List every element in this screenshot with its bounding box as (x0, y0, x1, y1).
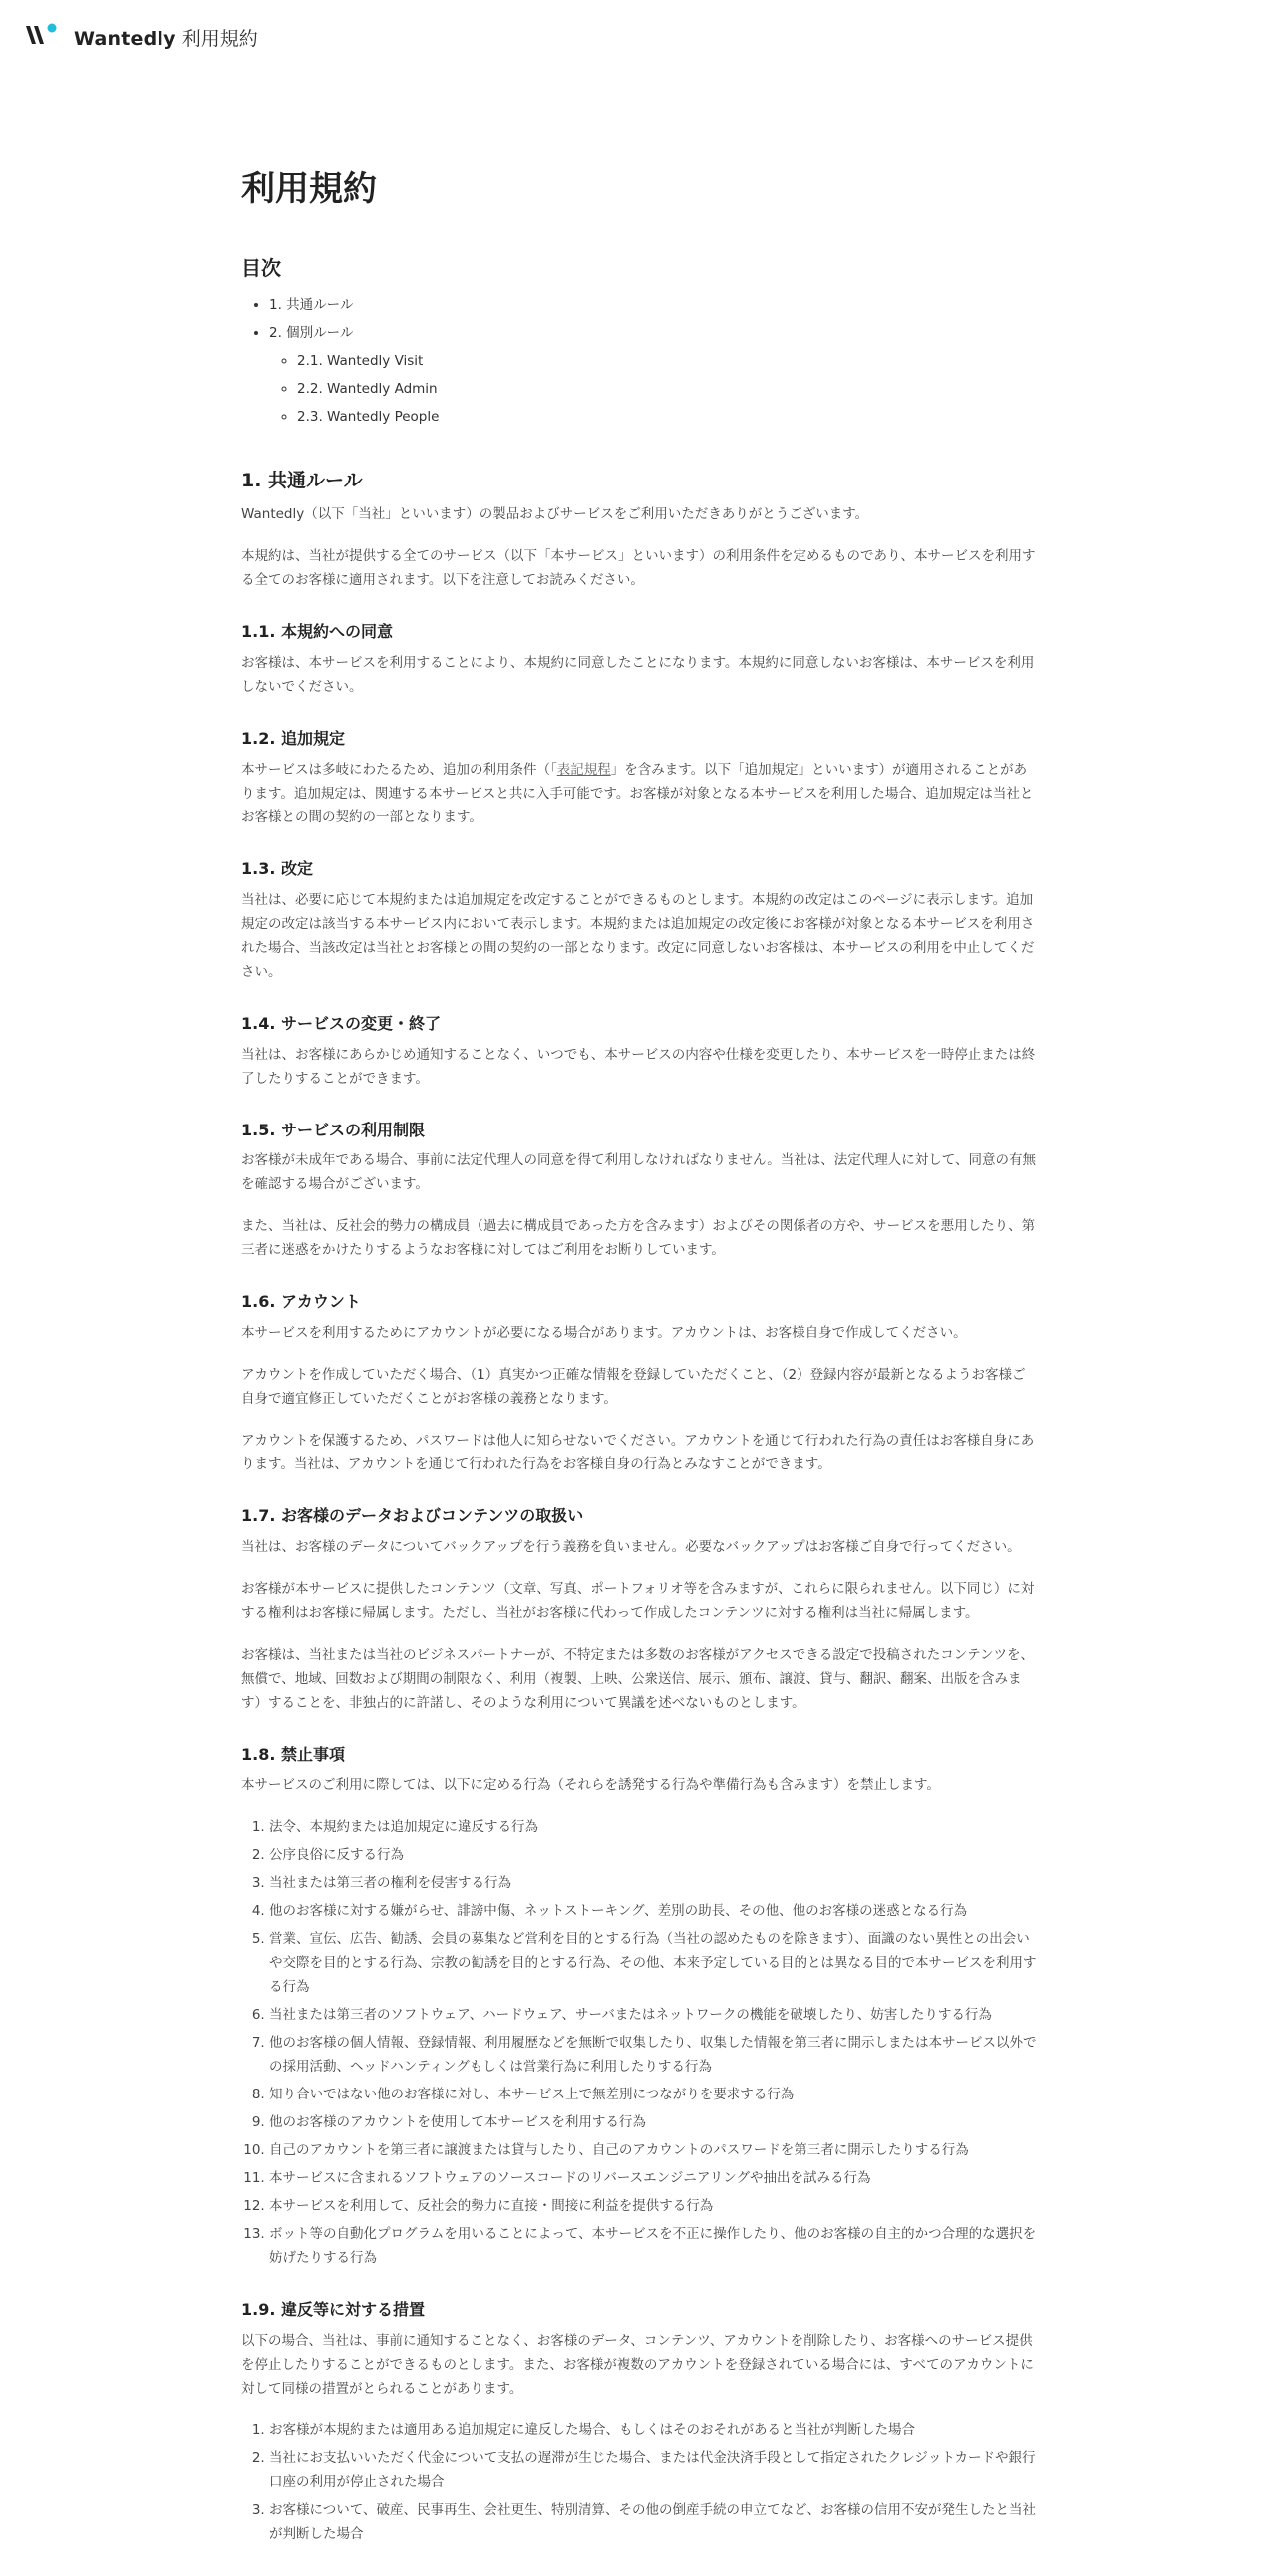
paragraph-text: 本サービスは多岐にわたるため、追加の利用条件（「 (241, 762, 557, 779)
subsection-title: 1.2. 追加規定 (241, 729, 345, 749)
list-item: 3. お客様について、破産、民事再生、会社更生、特別清算、その他の倒産手続の申立てなど、お客様の信用不安が発生したと当社が判断した場合 (269, 2498, 1039, 2546)
toc-subitem[interactable] (297, 403, 1039, 431)
paragraph: 本サービスを利用するためにアカウントが必要になる場合があります。アカウントは、お客様自身で作成してください。 (241, 1325, 967, 1342)
list-item: 8. 知り合いではない他のお客様に対し、本サービス上で無差別につながりを要求する行為 (269, 2083, 1039, 2106)
section-service-change (241, 1014, 1039, 1091)
toc-sublist (269, 347, 1039, 431)
paragraph: 当社は、お客様にあらかじめ通知することなく、いつでも、本サービスの内容や仕様を変更したり、本サービスを一時停止または終了したりすることができます。 (241, 1046, 1036, 1087)
toc-title: 目次 (241, 255, 281, 280)
section-violation-measures (241, 2300, 1039, 2546)
toc-link[interactable]: 2.2. Wantedly Admin (297, 380, 438, 397)
paragraph: アカウントを保護するため、パスワードは他人に知らせないでください。アカウントを通じて行われた行為の責任はお客様自身にあります。当社は、アカウントを通じて行われた行為をお客様自身の行為とみなすことができます。 (241, 1433, 1035, 1473)
subsection-title: 1.3. 改定 (241, 859, 313, 879)
section-customer-data (241, 1506, 1039, 1715)
paragraph: お客様は、当社または当社のビジネスパートナーが、不特定または多数のお客様がアクセスできる設定で投稿されたコンテンツを、無償で、地域、回数および期間の制限なく、利用（複製、上映、公衆送信、展示、頒布、譲渡、貸与、翻訳、翻案、出版を含みます）することを、非独占的に許諾し、そのような利用について異議を述べないものとします。 (241, 1647, 1035, 1712)
subsection-title: 1.7. お客様のデータおよびコンテンツの取扱い (241, 1506, 584, 1526)
brand-name: Wantedly (74, 28, 176, 50)
subsection-title: 1.8. 禁止事項 (241, 1745, 345, 1765)
subsection-title: 1.1. 本規約への同意 (241, 622, 393, 642)
toc-link[interactable]: 2.3. Wantedly People (297, 408, 440, 425)
prohibited-list (241, 1815, 1039, 2270)
section-common-rules (241, 469, 1039, 593)
section-title: 1. 共通ルール (241, 469, 363, 491)
paragraph: アカウントを作成していただく場合、（1）真実かつ正確な情報を登録していただくこと、（2）登録内容が最新となるようお客様ご自身で適宜修正していただくことがお客様の義務となります。 (241, 1367, 1026, 1408)
section-prohibited (241, 1745, 1039, 2270)
terms-content (241, 148, 1039, 2576)
section-usage-restriction (241, 1121, 1039, 1263)
list-item: 7. 他のお客様の個人情報、登録情報、利用履歴などを無断で収集したり、収集した情報を第三者に開示しまたは本サービス以外での採用活動、ヘッドハンティングもしくは営業行為に利用したりする行為 (269, 2031, 1039, 2079)
list-item: 6. 当社または第三者のソフトウェア、ハードウェア、サーバまたはネットワークの機能を破壊したり、妨害したりする行為 (269, 2003, 1039, 2027)
paragraph: また、当社は、反社会的勢力の構成員（過去に構成員であった方を含みます）およびその関係者の方や、サービスを悪用したり、第三者に迷惑をかけたりするようなお客様に対してはご利用をお断りしています。 (241, 1218, 1036, 1259)
toc-subitem[interactable] (297, 375, 1039, 403)
subsection-title: 1.6. アカウント (241, 1292, 361, 1312)
toc-subitem[interactable] (297, 347, 1039, 375)
brand[interactable] (74, 24, 258, 51)
table-of-contents (241, 252, 1039, 431)
section-account (241, 1292, 1039, 1476)
notation-rules-link[interactable]: 表記規程 (556, 762, 611, 779)
paragraph: 本サービスのご利用に際しては、以下に定める行為（それらを誘発する行為や準備行為も含みます）を禁止します。 (241, 1776, 940, 1793)
toc-item[interactable] (269, 319, 1039, 431)
list-item: 1. 法令、本規約または追加規定に違反する行為 (269, 1815, 1039, 1839)
page-title: 利用規約 (241, 169, 377, 209)
toc-link[interactable]: 2. 個別ルール (269, 324, 354, 341)
paragraph: お客様が本サービスに提供したコンテンツ（文章、写真、ポートフォリオ等を含みますが、これらに限られません。以下同じ）に対する権利はお客様に帰属します。ただし、当社がお客様に代わって作成したコンテンツに対する権利は当社に帰属します。 (241, 1581, 1035, 1622)
list-item: 12. 本サービスを利用して、反社会的勢力に直接・間接に利益を提供する行為 (269, 2194, 1039, 2218)
paragraph (241, 758, 1039, 829)
section-additional-rules (241, 729, 1039, 829)
paragraph: お客様は、本サービスを利用することにより、本規約に同意したことになります。本規約に同意しないお客様は、本サービスを利用しないでください。 (241, 655, 1035, 696)
paragraph: Wantedly（以下「当社」といいます）の製品およびサービスをご利用いただきありがとうございます。 (241, 506, 869, 523)
toc-item[interactable] (269, 291, 1039, 319)
paragraph: 本規約は、当社が提供する全てのサービス（以下「本サービス」といいます）の利用条件を定めるものであり、本サービスを利用する全てのお客様に適用されます。以下を注意してお読みください。 (241, 548, 1036, 589)
list-item: 1. お客様が本規約または適用ある追加規定に違反した場合、もしくはそのおそれがあると当社が判断した場合 (269, 2418, 1039, 2442)
list-item: 13. ボット等の自動化プログラムを用いることによって、本サービスを不正に操作したり、他のお客様の自主的かつ合理的な選択を妨げたりする行為 (269, 2222, 1039, 2270)
subsection-title: 1.4. サービスの変更・終了 (241, 1013, 441, 1033)
list-item: 4. 他のお客様に対する嫌がらせ、誹謗中傷、ネットストーキング、差別の助長、その他、他のお客様の迷惑となる行為 (269, 1899, 1039, 1923)
section-revision (241, 859, 1039, 984)
toc-list (241, 291, 1039, 431)
paragraph: 当社は、お客様のデータについてバックアップを行う義務を負いません。必要なバックアップはお客様ご自身で行ってください。 (241, 1539, 1021, 1556)
list-item: 3. 当社または第三者の権利を侵害する行為 (269, 1871, 1039, 1895)
section-agreement (241, 622, 1039, 699)
paragraph: お客様が未成年である場合、事前に法定代理人の同意を得て利用しなければなりません。当社は、法定代理人に対して、同意の有無を確認する場合がございます。 (241, 1152, 1037, 1193)
toc-link[interactable]: 2.1. Wantedly Visit (297, 352, 424, 369)
list-item: 5. 営業、宣伝、広告、勧誘、会員の募集など営利を目的とする行為（当社の認めたものを除きます）、面識のない異性との出会いや交際を目的とする行為、宗教の勧誘を目的とする行為、その他、本来予定している目的とは異なる目的で本サービスを利用する行為 (269, 1927, 1039, 1999)
paragraph-text: 」を含みます。以下「追加規定」といいます）が適用されることがあります。追加規定は、関連する本サービスと共に入手可能です。お客様が対象となる本サービスを利用した場合、追加規定は当社とお客様との間の契約の一部となります。 (241, 762, 1034, 826)
list-item: 11. 本サービスに含まれるソフトウェアのソースコードのリバースエンジニアリングや抽出を試みる行為 (269, 2166, 1039, 2190)
subsection-title: 1.5. サービスの利用制限 (241, 1120, 425, 1139)
toc-link[interactable]: 1. 共通ルール (269, 296, 354, 313)
list-item: 2. 当社にお支払いいただく代金について支払の遅滞が生じた場合、または代金決済手段として指定されたクレジットカードや銀行口座の利用が停止された場合 (269, 2446, 1039, 2494)
list-item: 2. 公序良俗に反する行為 (269, 1843, 1039, 1867)
violation-list (241, 2418, 1039, 2546)
paragraph: 以下の場合、当社は、事前に通知することなく、お客様のデータ、コンテンツ、アカウントを削除したり、お客様へのサービス提供を停止したりすることができるものとします。また、お客様が複数のアカウントを登録されている場合には、すべてのアカウントに対して同様の措置がとられることがあります。 (241, 2332, 1034, 2397)
brand-subtitle: 利用規約 (181, 28, 258, 50)
wantedly-logo-icon[interactable] (24, 22, 58, 48)
subsection-title: 1.9. 違反等に対する措置 (241, 2299, 425, 2319)
site-header (0, 0, 1280, 74)
list-item: 10. 自己のアカウントを第三者に譲渡または貸与したり、自己のアカウントのパスワードを第三者に開示したりする行為 (269, 2138, 1039, 2162)
paragraph: 当社は、必要に応じて本規約または追加規定を改定することができるものとします。本規約の改定はこのページに表示します。追加規定の改定は該当する本サービス内において表示します。本規約または追加規定の改定後にお客様が対象となる本サービスを利用された場合、当該改定は当社とお客様との間の契約の一部となります。改定に同意しないお客様は、本サービスの利用を中止してください。 (241, 891, 1035, 980)
list-item: 9. 他のお客様のアカウントを使用して本サービスを利用する行為 (269, 2110, 1039, 2134)
